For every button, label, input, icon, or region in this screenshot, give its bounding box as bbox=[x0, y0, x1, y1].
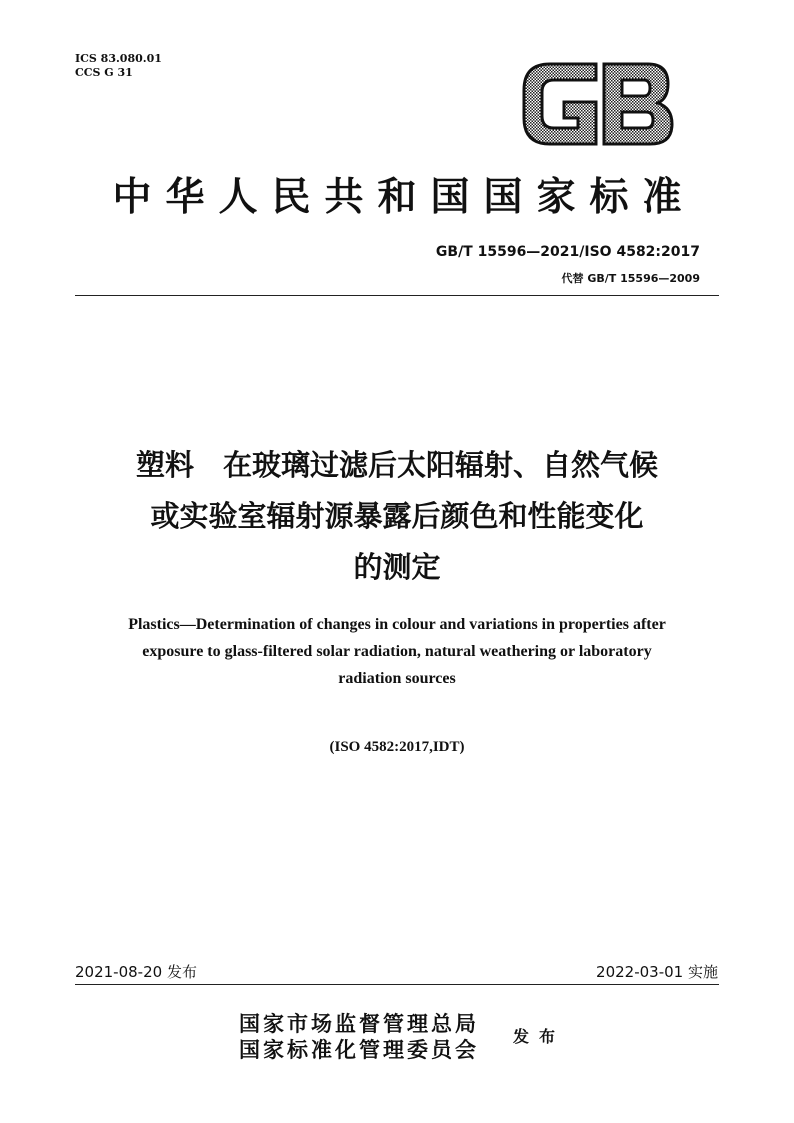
issuer-sac: 国家标准化管理委员会 bbox=[239, 1037, 479, 1062]
chinese-title-line-3: 的测定 bbox=[353, 550, 441, 584]
standard-number: GB/T 15596—2021/ISO 4582:2017 bbox=[435, 244, 700, 260]
replaces-standard: 代替 GB/T 15596—2009 bbox=[561, 272, 700, 285]
issuer-samr: 国家市场监督管理总局 bbox=[239, 1011, 479, 1036]
national-standard-title: 中华人民共和国国家标准 bbox=[112, 174, 696, 220]
english-title-line-1: Plastics—Determination of changes in colour and variations in properties after bbox=[128, 616, 666, 633]
english-title-line-2: exposure to glass-filtered solar radiation, natural weathering or laboratory bbox=[142, 643, 652, 660]
implementation-date: 2022-03-01 实施 bbox=[596, 963, 718, 981]
chinese-title-line-1: 塑料 在玻璃过滤后太阳辐射、自然气候 bbox=[135, 448, 658, 482]
chinese-title-line-2: 或实验室辐射源暴露后颜色和性能变化 bbox=[150, 499, 644, 533]
ccs-code: CCS G 31 bbox=[75, 66, 133, 79]
footer-divider bbox=[75, 984, 719, 985]
ics-code: ICS 83.080.01 bbox=[75, 52, 162, 65]
issue-date: 2021-08-20 发布 bbox=[75, 963, 197, 981]
issue-action: 发布 bbox=[513, 1027, 566, 1046]
english-title-line-3: radiation sources bbox=[338, 670, 456, 687]
iso-equivalence: (ISO 4582:2017,IDT) bbox=[329, 739, 465, 755]
gb-emblem-icon bbox=[518, 56, 676, 152]
header-divider bbox=[75, 295, 719, 296]
